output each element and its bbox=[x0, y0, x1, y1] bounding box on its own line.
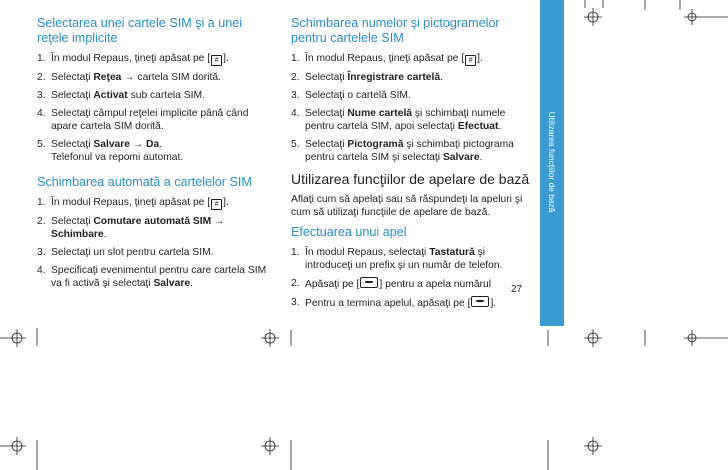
menu-key-icon: # bbox=[211, 199, 222, 210]
step-number: 3. bbox=[37, 90, 46, 101]
step-text-run: → bbox=[130, 139, 147, 150]
page-number: 27 bbox=[511, 284, 523, 295]
step-text-run: Selectaţi bbox=[51, 216, 94, 227]
registration-mark-mid-right-icon bbox=[548, 329, 728, 347]
step-text-run: ]. bbox=[477, 53, 483, 64]
step-number: 3. bbox=[291, 90, 300, 101]
section-heading-auto-sim: Schimbarea automată a cartelelor SIM bbox=[37, 175, 252, 189]
step-option-label: Salvare bbox=[153, 278, 191, 289]
step-text-run: ]. bbox=[223, 197, 229, 208]
registration-mark-lower-right-icon bbox=[548, 437, 602, 470]
step-note: Telefonul va repomi automat. bbox=[51, 152, 184, 163]
menu-key-icon: # bbox=[465, 55, 476, 66]
step-option-label: Pictogramă bbox=[347, 139, 404, 150]
step-number: 2. bbox=[37, 72, 46, 83]
section-heading-default-sim: Selectarea unei cartele SIM şi a unei reţele implicite bbox=[37, 16, 243, 45]
registration-mark-bottom-center-icon bbox=[261, 329, 291, 347]
step-number: 1. bbox=[37, 53, 46, 64]
step-number: 4. bbox=[37, 265, 46, 276]
step-text-run: ] pentru a apela numărul bbox=[379, 279, 492, 290]
step-number: 3. bbox=[291, 297, 300, 308]
registration-mark-lower-center-icon bbox=[261, 437, 291, 470]
registration-mark-right-edge-icon bbox=[645, 0, 728, 25]
registration-mark-top-right-icon bbox=[584, 0, 603, 26]
step-number: 1. bbox=[37, 197, 46, 208]
step-text-run: şi introduceţi un prefix şi un număr de telefon. bbox=[305, 247, 503, 271]
step-number: 4. bbox=[291, 108, 300, 119]
step-text-run: . bbox=[498, 121, 502, 132]
step-text-run: . bbox=[159, 139, 163, 150]
step-text-run: Selectaţi un slot pentru cartela SIM. bbox=[51, 247, 214, 258]
step-option-label: Nume cartelă bbox=[347, 108, 413, 119]
step-number: 2. bbox=[37, 216, 46, 227]
step-text-run: Apăsaţi pe [ bbox=[305, 279, 360, 290]
step-text-run: ]. bbox=[490, 298, 497, 309]
step-text-run: şi schimbaţi pictograma pentru cartela SIM şi selectaţi bbox=[305, 139, 514, 163]
step-text-run: Selectaţi bbox=[305, 108, 348, 119]
chapter-heading: Utilizarea funcţiilor de apelare de bază bbox=[291, 171, 530, 187]
step-text-run: În modul Repaus, ţineţi apăsat pe [ bbox=[51, 197, 211, 208]
chapter-intro: Aflaţi cum să apelaţi sau să răspundeţi la apeluri şi cum să utilizaţi funcţiile de apelare de bază. bbox=[291, 194, 523, 218]
step-text-run: . bbox=[440, 72, 443, 83]
step-text-run: Pentru a termina apelul, apăsaţi pe [ bbox=[305, 298, 471, 309]
step-text-run: În modul Repaus, ţineţi apăsat pe [ bbox=[51, 53, 211, 64]
step-text-run: Selectaţi o cartelă SIM. bbox=[305, 90, 411, 101]
step-text-run: → bbox=[211, 216, 225, 227]
step-option-label: Înregistrare cartelă bbox=[347, 72, 441, 83]
step-text-run: Specificaţi evenimentul pentru care cartela SIM va fi activă şi selectaţi bbox=[51, 265, 267, 289]
step-text-run: şi schimbaţi numele pentru cartela SIM, apoi selectaţi bbox=[305, 108, 506, 132]
section-heading-sim-names: Schimbarea numelor şi pictogramelor pentru cartelele SIM bbox=[291, 16, 500, 45]
step-text-run: În modul Repaus, ţineţi apăsat pe [ bbox=[305, 53, 465, 64]
step-option-label: Tastatură bbox=[429, 247, 475, 258]
step-option-label: Reţea bbox=[93, 72, 122, 83]
step-text-run: Selectaţi câmpul reţelei implicite până când apare cartela SIM dorită. bbox=[51, 108, 249, 132]
step-text-run: În modul Repaus, selectaţi bbox=[305, 247, 430, 258]
step-number: 5. bbox=[37, 139, 46, 150]
step-text-run: Selectaţi bbox=[51, 139, 94, 150]
step-text-run: . bbox=[190, 278, 193, 289]
step-number: 3. bbox=[37, 247, 46, 258]
step-number: 5. bbox=[291, 139, 300, 150]
step-number: 2. bbox=[291, 72, 300, 83]
registration-mark-bottom-left-icon bbox=[0, 328, 37, 347]
step-number: 2. bbox=[291, 278, 300, 289]
step-option-label: Schimbare bbox=[51, 229, 104, 240]
step-number: 1. bbox=[291, 247, 300, 258]
menu-key-icon: # bbox=[211, 55, 222, 66]
step-number: 1. bbox=[291, 53, 300, 64]
step-text-run: Selectaţi bbox=[51, 90, 94, 101]
step-number: 4. bbox=[37, 108, 46, 119]
step-text-run: Selectaţi bbox=[305, 139, 348, 150]
section-heading-make-call: Efectuarea unui apel bbox=[291, 225, 407, 239]
step-text-run: sub cartela SIM. bbox=[127, 90, 205, 101]
step-text-run: . bbox=[103, 229, 107, 240]
step-option-label: Salvare bbox=[93, 139, 131, 150]
step-text-run: ]. bbox=[223, 53, 229, 64]
step-option-label: Activat bbox=[93, 90, 128, 101]
step-option-label: Efectuat bbox=[457, 121, 499, 132]
step-text-run: Selectaţi bbox=[51, 72, 94, 83]
step-option-label: Da bbox=[146, 139, 160, 150]
chapter-sidebar-label: Utilizarea funcţiilor de bază bbox=[547, 111, 557, 213]
registration-mark-lower-left-icon bbox=[0, 437, 37, 470]
step-text-run: Selectaţi bbox=[305, 72, 348, 83]
step-text-run: . bbox=[479, 152, 483, 163]
step-text-run: → cartela SIM dorită. bbox=[121, 72, 221, 83]
step-option-label: Salvare bbox=[442, 152, 480, 163]
step-option-label: Comutare automată SIM bbox=[93, 216, 212, 227]
